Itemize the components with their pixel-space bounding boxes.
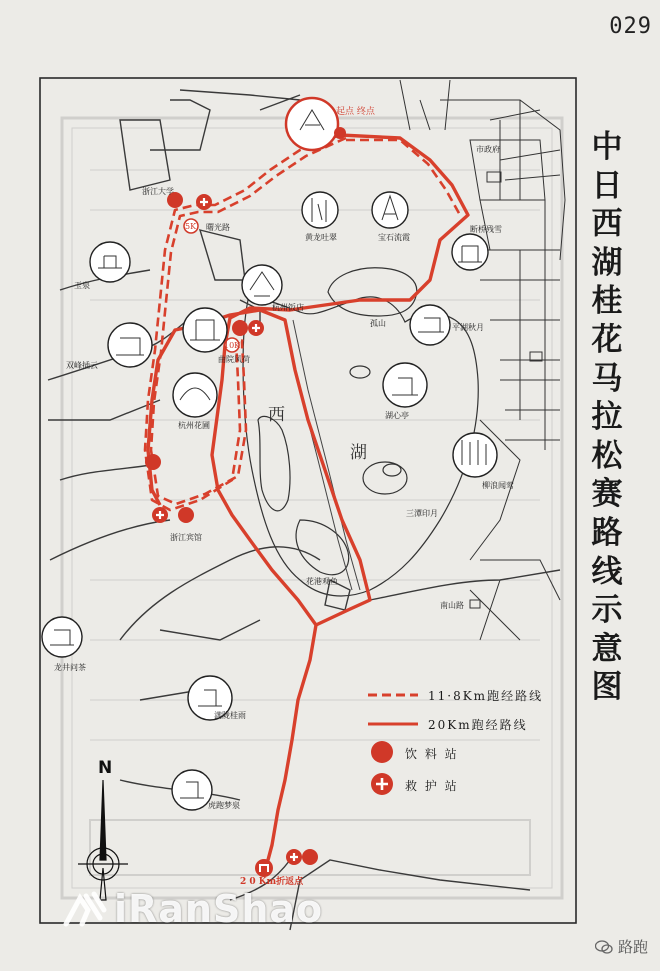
label-mandao: 满陇桂雨 [214,711,246,720]
km-marker-5k: 5K [185,222,197,231]
label-duanqiao: 断桥残雪 [470,225,502,234]
page-number: 029 [609,14,652,39]
title-char: 日 [591,167,623,204]
title-char: 路 [591,514,623,551]
label-shuanfeng: 双峰插云 [66,361,98,370]
wechat-icon [595,940,613,954]
title-char: 花 [591,321,623,358]
city-grid [400,80,565,640]
title-char: 西 [591,206,623,243]
label-yuquan: 玉泉 [74,281,90,290]
compass-rose [78,780,128,900]
label-zhejiang-univ: 浙江大学 [142,187,174,196]
legend-drink-station: 饮 料 站 [405,747,459,761]
compass-north-label: N [98,758,113,778]
label-quyuan: 曲院风荷 [218,355,250,364]
label-shuguang-rd: 曙光路 [206,223,230,232]
title-char: 拉 [591,399,623,436]
watermark-text: iRanShao [114,887,324,931]
map-title [582,128,632,707]
label-xi: 西 [268,405,285,425]
wechat-account-name: 路跑 [617,938,648,956]
watermark-logo [60,887,323,931]
label-zhejiang-hotel: 浙江宾馆 [170,533,202,542]
title-char: 马 [591,360,623,397]
label-longjing: 龙井问茶 [54,663,86,672]
label-hupao: 虎跑梦泉 [208,801,240,810]
label-hu: 湖 [350,443,367,463]
title-char: 示 [591,592,623,629]
title-char: 意 [591,630,623,667]
label-huagang: 花港观鱼 [306,577,338,586]
title-char: 中 [591,129,623,165]
label-pinghu: 平湖秋月 [452,323,484,332]
label-huanglong: 黄龙吐翠 [305,233,337,242]
label-liulang: 柳浪闻莺 [482,481,514,490]
label-gushan: 孤山 [370,319,386,328]
km-marker-10k: 10K [224,341,241,350]
legend-route-20km: 20Km跑经路线 [428,718,528,732]
title-char: 线 [591,553,623,590]
label-shijiao: 市政府 [476,145,500,154]
wechat-badge [595,936,648,957]
legend-route-11-8km: 11·8Km跑经路线 [428,689,544,703]
turnaround-label: 2 0 Km折返点 [240,877,304,887]
label-hangzhou-hotel: 杭州饭店 [272,303,304,312]
runner-logo-icon [60,888,108,930]
title-char: 松 [591,437,623,474]
label-hangzhou-garden: 杭州花圃 [178,421,210,430]
start-finish-label: 起点 终点 [336,107,375,117]
label-santan: 三潭印月 [406,509,438,518]
label-huxin: 湖心亭 [385,411,409,420]
legend-first-aid-station: 救 护 站 [405,779,459,793]
title-char: 湖 [591,244,623,281]
vignette-sketches [50,110,486,798]
title-char: 桂 [591,283,623,320]
label-nanshan: 南山路 [440,601,464,610]
label-baoshi: 宝石流霞 [378,233,410,242]
title-char: 赛 [591,476,623,513]
title-char: 图 [591,669,623,706]
